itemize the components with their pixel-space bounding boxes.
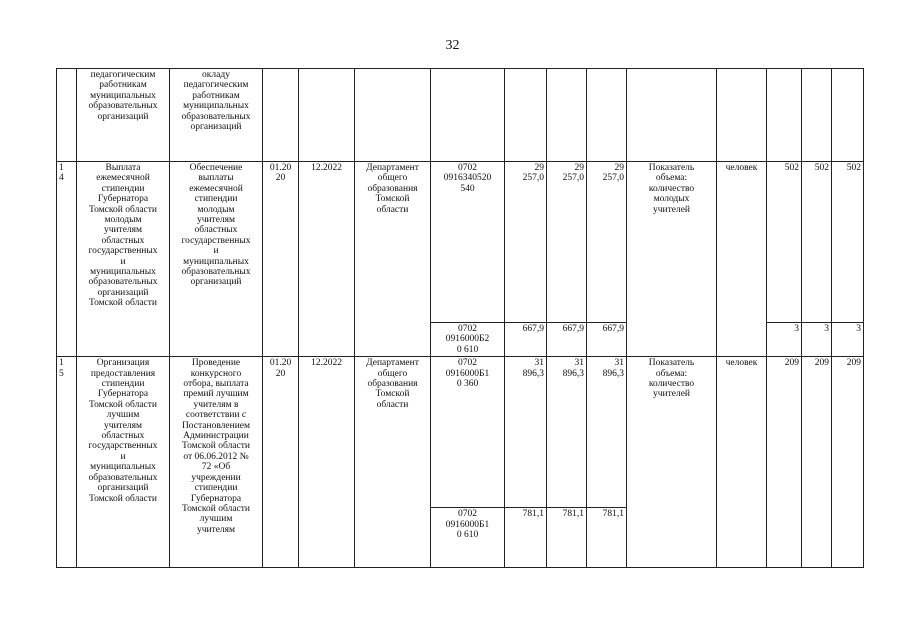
cell-count <box>802 69 832 162</box>
cell-value: 781,1 <box>547 508 587 568</box>
cell-end <box>299 69 355 162</box>
cell-count: 209 <box>832 357 864 568</box>
cell-start: 01.20 20 <box>263 357 299 568</box>
cell-name: Организация предоставления стипендии Губернатора Томской области лучшим учителям областных государственных и муниципальных образовательных организаций Томской области <box>77 357 170 568</box>
cell-count: 209 <box>767 357 802 568</box>
cell-count: 3 <box>832 323 864 357</box>
cell-value: 667,9 <box>547 323 587 357</box>
cell-end: 12.2022 <box>299 357 355 568</box>
cell-name: Выплата ежемесячной стипендии Губернатора Томской области молодым учителям областных государственных и муниципальных образовательных организаций Томской области <box>77 162 170 357</box>
cell-count: 3 <box>767 323 802 357</box>
cell-value: 667,9 <box>505 323 547 357</box>
cell-value: 31 896,3 <box>547 357 587 508</box>
cell-code <box>431 69 505 162</box>
cell-description: Обеспечение выплаты ежемесячной стипендии молодым учителям областных государственных и муниципальных образовательных организаций <box>170 162 263 357</box>
table-row-15 <box>57 357 864 508</box>
cell-count: 209 <box>802 357 832 568</box>
cell-description: Проведение конкурсного отбора, выплата премий лучшим учителям в соответствии с Постановлением Администрации Томской области от 06.06.2012 № 72 «Об учреждении стипендии Губернатора Томской области лучшим учителям <box>170 357 263 568</box>
cell-count <box>767 69 802 162</box>
cell-count <box>832 69 864 162</box>
cell-value: 781,1 <box>505 508 547 568</box>
cell-count: 3 <box>802 323 832 357</box>
cell-indicator: Показатель объема: количество учителей <box>627 357 717 568</box>
cell-value <box>505 69 547 162</box>
program-table <box>56 68 864 568</box>
cell-value: 29 257,0 <box>587 162 627 323</box>
cell-value: 31 896,3 <box>505 357 547 508</box>
cell-value: 781,1 <box>587 508 627 568</box>
cell-code: 0702 0916000Б2 0 610 <box>431 323 505 357</box>
cell-unit: человек <box>717 162 767 357</box>
cell-value <box>587 69 627 162</box>
cell-code: 0702 0916000Б1 0 610 <box>431 508 505 568</box>
cell-name: педагогическим работникам муниципальных образовательных организаций <box>77 69 170 162</box>
table-row-continuation <box>57 69 864 162</box>
cell-value: 667,9 <box>587 323 627 357</box>
cell-code: 0702 0916340520 540 <box>431 162 505 323</box>
cell-num: 1 4 <box>57 162 77 357</box>
cell-executor: Департамент общего образования Томской области <box>355 357 431 568</box>
cell-executor <box>355 69 431 162</box>
page-number: 32 <box>445 38 460 53</box>
cell-num: 1 5 <box>57 357 77 568</box>
cell-value: 29 257,0 <box>505 162 547 323</box>
cell-indicator: Показатель объема: количество молодых учителей <box>627 162 717 357</box>
cell-indicator <box>627 69 717 162</box>
cell-description: окладу педагогическим работникам муниципальных образовательных организаций <box>170 69 263 162</box>
cell-executor: Департамент общего образования Томской области <box>355 162 431 357</box>
cell-end: 12.2022 <box>299 162 355 357</box>
cell-start <box>263 69 299 162</box>
cell-num <box>57 69 77 162</box>
table-row-14 <box>57 162 864 323</box>
cell-value: 31 896,3 <box>587 357 627 508</box>
cell-count: 502 <box>767 162 802 323</box>
cell-code: 0702 0916000Б1 0 360 <box>431 357 505 508</box>
cell-value <box>547 69 587 162</box>
cell-value: 29 257,0 <box>547 162 587 323</box>
cell-unit <box>717 69 767 162</box>
cell-unit: человек <box>717 357 767 568</box>
cell-start: 01.20 20 <box>263 162 299 357</box>
cell-count: 502 <box>832 162 864 323</box>
cell-count: 502 <box>802 162 832 323</box>
